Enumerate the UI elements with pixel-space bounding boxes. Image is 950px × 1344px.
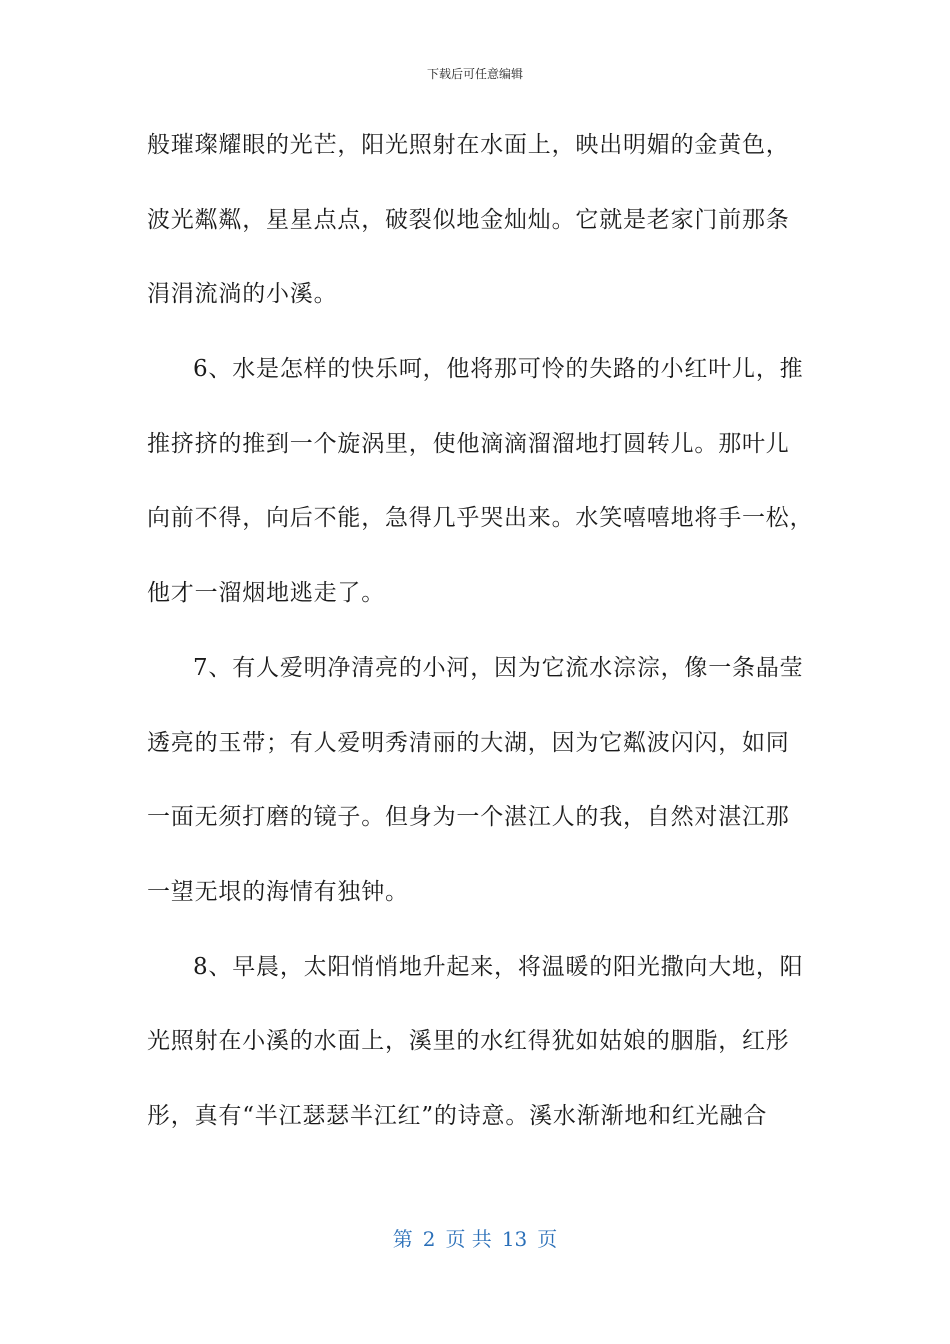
total-pages-number: 13 xyxy=(501,1227,528,1251)
paragraph-8-start: 8、早晨，太阳悄悄地升起来，将温暖的阳光撒向大地，阳 xyxy=(193,953,804,980)
text-line: 一面无须打磨的镜子。但身为一个湛江人的我，自然对湛江那 xyxy=(147,804,790,831)
paragraph-7-start: 7、有人爱明净清亮的小河，因为它流水淙淙，像一条晶莹 xyxy=(193,654,804,681)
text-line: 波光粼粼，星星点点，破裂似地金灿灿。它就是老家门前那条 xyxy=(147,206,790,233)
text-line: 般璀璨耀眼的光芒，阳光照射在水面上，映出明媚的金黄色， xyxy=(147,132,790,158)
document-body xyxy=(147,124,814,1170)
text-line: 透亮的玉带；有人爱明秀清丽的大湖，因为它粼波闪闪，如同 xyxy=(147,729,790,756)
page-header: 下载后可任意编辑 xyxy=(426,67,523,81)
footer-prefix: 第 xyxy=(392,1227,413,1251)
paragraph-6-start: 6、水是怎样的快乐呵，他将那可怜的失路的小红叶儿，推 xyxy=(193,356,804,383)
footer-middle: 页 共 xyxy=(445,1227,492,1251)
text-line: 向前不得，向后不能，急得几乎哭出来。水笑嘻嘻地将手一松， xyxy=(147,505,814,532)
footer-suffix: 页 xyxy=(537,1227,558,1251)
page-number-footer xyxy=(0,1226,950,1252)
text-line: 涓涓流淌的小溪。 xyxy=(147,281,338,308)
text-line: 推挤挤的推到一个旋涡里，使他滴滴溜溜地打圆转儿。那叶儿 xyxy=(147,430,790,457)
text-line: 他才一溜烟地逃走了。 xyxy=(147,580,385,607)
text-line: 一望无垠的海情有独钟。 xyxy=(147,878,409,905)
text-line: 光照射在小溪的水面上，溪里的水红得犹如姑娘的胭脂，红彤 xyxy=(147,1028,790,1055)
current-page-number: 2 xyxy=(422,1227,436,1251)
text-line: 彤，真有“半江瑟瑟半江红”的诗意。溪水渐渐地和红光融合 xyxy=(147,1102,768,1129)
